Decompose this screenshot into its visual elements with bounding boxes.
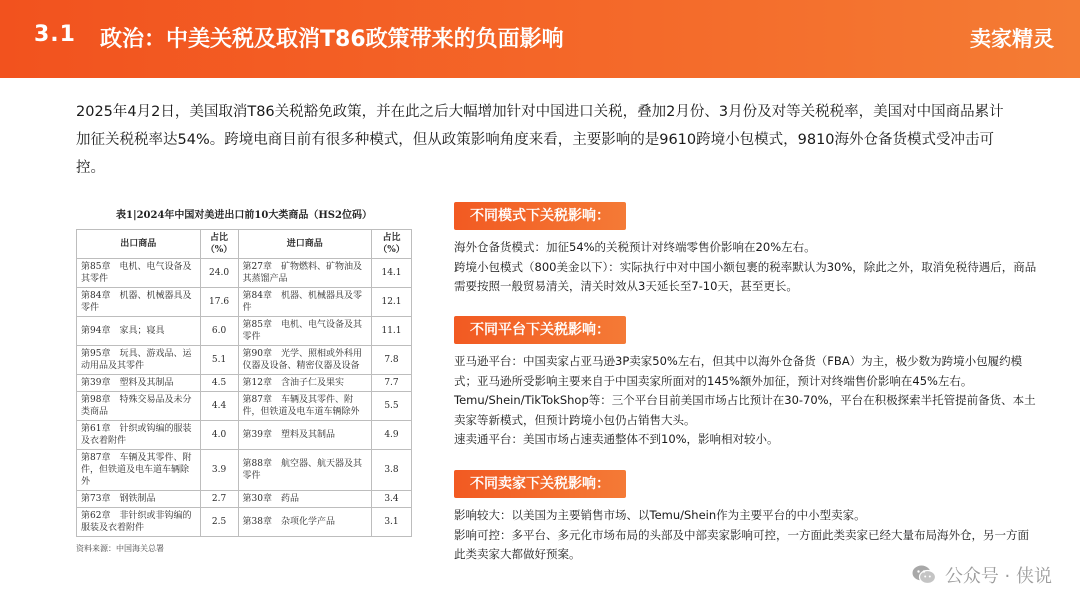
table-row	[77, 346, 412, 375]
trade-table	[76, 229, 412, 537]
import-share: 4.9	[372, 421, 412, 450]
import-item: 第88章 航空器、航天器及其零件	[238, 450, 371, 491]
section-body-mode	[454, 238, 1040, 297]
section-heading-seller: 不同卖家下关税影响：	[454, 470, 626, 498]
import-share: 11.1	[372, 317, 412, 346]
section-line: Temu/Shein/TikTokShop等：三个平台目前美国市场占比预计在30-70%，平台在积极探索半托管提前备货、本土卖家等新模式，但预计跨境小包仍占销售大头。	[454, 393, 1036, 427]
table-header-row	[77, 230, 412, 259]
table-row	[77, 375, 412, 392]
export-share: 17.6	[200, 288, 238, 317]
table-caption: 表1|2024年中国对美进出口前10大类商品（HS2位码）	[116, 210, 372, 221]
import-share: 5.5	[372, 392, 412, 421]
export-share: 5.1	[200, 346, 238, 375]
page-title: 政治：中美关税及取消T86政策带来的负面影响	[100, 27, 564, 52]
table-header-cell: 出口商品	[77, 230, 201, 259]
wechat-icon	[911, 562, 937, 588]
intro-paragraph: 2025年4月2日，美国取消T86关税豁免政策，并在此之后大幅增加针对中国进口关税，叠加2月份、3月份及对等关税税率，美国对中国商品累计加征关税税率达54%。跨境电商目前有很多种模式，但从政策影响角度来看，主要影响的是9610跨境小包模式，9810海外仓备货模式受冲击可控。	[76, 104, 1004, 176]
section-number: 3.1	[34, 22, 76, 47]
table-row	[77, 259, 412, 288]
table-row	[77, 392, 412, 421]
export-share: 2.7	[200, 491, 238, 508]
section-heading-mode: 不同模式下关税影响：	[454, 202, 626, 230]
table-header-cell: 占比（%）	[372, 230, 412, 259]
section-line: 影响可控：多平台、多元化市场布局的头部及中部卖家影响可控，一方面此类卖家已经大量布局海外仓，另一方面此类卖家大都做好预案。	[454, 527, 1029, 561]
import-item: 第90章 光学、照相或外科用仪器及设备、精密仪器及设备	[238, 346, 371, 375]
section-body-seller	[454, 506, 1040, 565]
export-share: 4.0	[200, 421, 238, 450]
table-header-cell: 进口商品	[238, 230, 371, 259]
section-line: 跨境小包模式（800美金以下）：实际执行中对中国小额包裹的税率默认为30%，除此之外，取消免税待遇后，商品需要按照一般贸易清关，清关时效从3天延长至7-10天，甚至更长。	[454, 259, 1037, 293]
import-item: 第38章 杂项化学产品	[238, 508, 371, 537]
export-item: 第62章 非针织或非钩编的服装及衣着附件	[77, 508, 201, 537]
export-item: 第95章 玩具、游戏品、运动用品及其零件	[77, 346, 201, 375]
import-share: 12.1	[372, 288, 412, 317]
brand-logo-text: 卖家精灵	[970, 27, 1054, 51]
export-share: 6.0	[200, 317, 238, 346]
section-line: 影响较大：以美国为主要销售市场、以Temu/Shein作为主要平台的中小型卖家。	[454, 508, 866, 522]
export-item: 第61章 针织或钩编的服装及衣着附件	[77, 421, 201, 450]
import-item: 第84章 机器、机械器具及零件	[238, 288, 371, 317]
header-bar	[0, 0, 1080, 78]
export-item: 第85章 电机、电气设备及其零件	[77, 259, 201, 288]
section-line: 速卖通平台：美国市场占速卖通整体不到10%，影响相对较小。	[454, 432, 779, 446]
import-item: 第30章 药品	[238, 491, 371, 508]
export-share: 2.5	[200, 508, 238, 537]
import-share: 7.7	[372, 375, 412, 392]
import-share: 14.1	[372, 259, 412, 288]
export-item: 第39章 塑料及其制品	[77, 375, 201, 392]
export-item: 第73章 钢铁制品	[77, 491, 201, 508]
table-row	[77, 288, 412, 317]
import-item: 第12章 含油子仁及果实	[238, 375, 371, 392]
export-share: 24.0	[200, 259, 238, 288]
table-row	[77, 450, 412, 491]
export-item: 第94章 家具；寝具	[77, 317, 201, 346]
table-header-cell: 占比（%）	[200, 230, 238, 259]
watermark	[911, 562, 1052, 588]
section-line: 海外仓备货模式：加征54%的关税预计对终端零售价影响在20%左右。	[454, 240, 816, 254]
export-item: 第84章 机器、机械器具及零件	[77, 288, 201, 317]
import-item: 第87章 车辆及其零件、附件，但铁道及电车道车辆除外	[238, 392, 371, 421]
table-row	[77, 421, 412, 450]
export-item: 第98章 特殊交易品及未分类商品	[77, 392, 201, 421]
export-share: 4.5	[200, 375, 238, 392]
section-heading-platform: 不同平台下关税影响：	[454, 316, 626, 344]
table-row	[77, 508, 412, 537]
import-share: 3.1	[372, 508, 412, 537]
trade-table-section	[76, 206, 412, 554]
export-share: 4.4	[200, 392, 238, 421]
import-item: 第85章 电机、电气设备及其零件	[238, 317, 371, 346]
export-share: 3.9	[200, 450, 238, 491]
watermark-text: 公众号 · 侠说	[944, 566, 1052, 587]
import-share: 3.4	[372, 491, 412, 508]
import-item: 第39章 塑料及其制品	[238, 421, 371, 450]
table-row	[77, 317, 412, 346]
section-line: 亚马逊平台：中国卖家占亚马逊3P卖家50%左右，但其中以海外仓备货（FBA）为主，极少数为跨境小包履约模式；亚马逊所受影响主要来自于中国卖家所面对的145%额外加征，预计对终端售价影响在45%左右。	[454, 354, 1023, 388]
export-item: 第87章 车辆及其零件、附件，但铁道及电车道车辆除外	[77, 450, 201, 491]
table-source-note: 资料来源：中国海关总署	[76, 544, 164, 553]
import-share: 7.8	[372, 346, 412, 375]
table-row	[77, 491, 412, 508]
import-item: 第27章 矿物燃料、矿物油及其蒸馏产品	[238, 259, 371, 288]
import-share: 3.8	[372, 450, 412, 491]
section-body-platform	[454, 352, 1040, 450]
